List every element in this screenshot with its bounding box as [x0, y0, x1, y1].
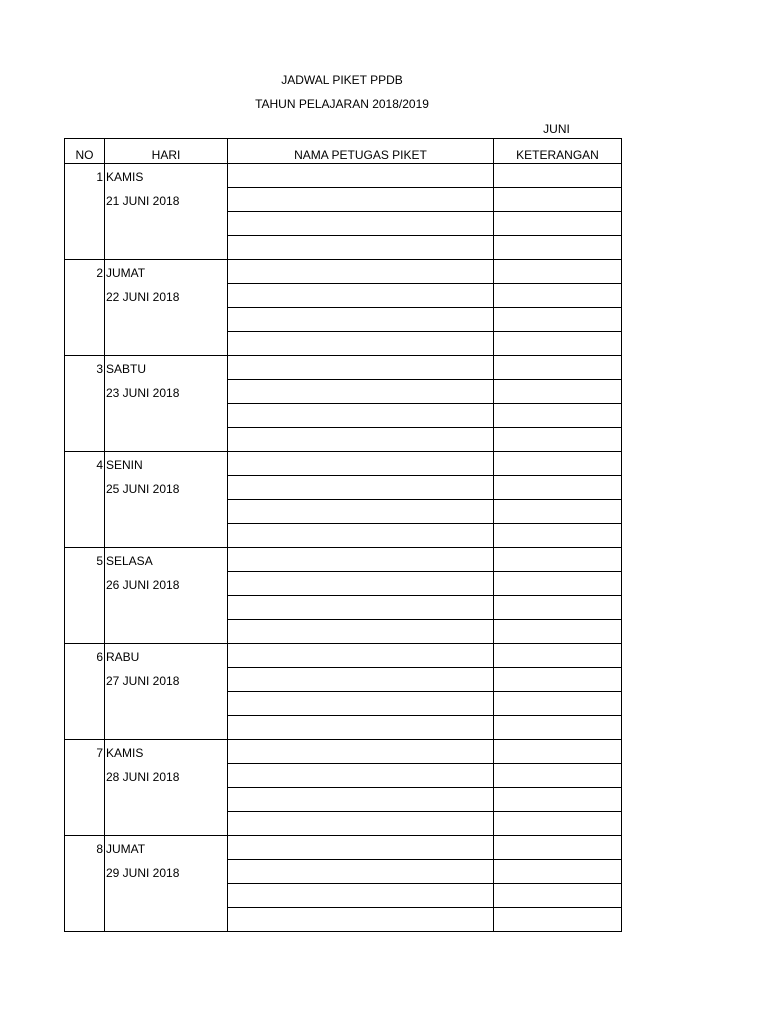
remarks-cell[interactable]: [494, 644, 622, 668]
remarks-cell[interactable]: [494, 452, 622, 476]
remarks-cell[interactable]: [494, 332, 622, 356]
remarks-cell[interactable]: [494, 284, 622, 308]
day-cell: [105, 356, 228, 452]
duty-schedule-table: [64, 138, 622, 932]
remarks-cell[interactable]: [494, 812, 622, 836]
officer-name-cell[interactable]: [228, 596, 494, 620]
day-cell: [105, 644, 228, 740]
officer-name-cell[interactable]: [228, 692, 494, 716]
remarks-cell[interactable]: [494, 356, 622, 380]
remarks-cell[interactable]: [494, 860, 622, 884]
row-number: 1: [65, 164, 105, 260]
row-number: 4: [65, 452, 105, 548]
day-cell: [105, 548, 228, 644]
month-label: JUNI: [543, 122, 570, 136]
officer-name-cell[interactable]: [228, 380, 494, 404]
remarks-cell[interactable]: [494, 548, 622, 572]
officer-name-cell[interactable]: [228, 668, 494, 692]
table-row: [65, 548, 622, 572]
officer-name-cell[interactable]: [228, 500, 494, 524]
header-nama-petugas: NAMA PETUGAS PIKET: [228, 139, 494, 164]
officer-name-cell[interactable]: [228, 788, 494, 812]
officer-name-cell[interactable]: [228, 404, 494, 428]
row-number: 8: [65, 836, 105, 932]
officer-name-cell[interactable]: [228, 548, 494, 572]
day-date: 27 JUNI 2018: [106, 674, 180, 688]
officer-name-cell[interactable]: [228, 884, 494, 908]
remarks-cell[interactable]: [494, 476, 622, 500]
remarks-cell[interactable]: [494, 524, 622, 548]
remarks-cell[interactable]: [494, 260, 622, 284]
day-date: 23 JUNI 2018: [106, 386, 180, 400]
officer-name-cell[interactable]: [228, 356, 494, 380]
remarks-cell[interactable]: [494, 308, 622, 332]
remarks-cell[interactable]: [494, 740, 622, 764]
table-body: [65, 164, 622, 932]
day-name: KAMIS: [106, 170, 144, 184]
remarks-cell[interactable]: [494, 380, 622, 404]
row-number: 5: [65, 548, 105, 644]
day-date: 22 JUNI 2018: [106, 290, 180, 304]
officer-name-cell[interactable]: [228, 812, 494, 836]
officer-name-cell[interactable]: [228, 212, 494, 236]
table-row: [65, 644, 622, 668]
officer-name-cell[interactable]: [228, 284, 494, 308]
remarks-cell[interactable]: [494, 212, 622, 236]
officer-name-cell[interactable]: [228, 860, 494, 884]
day-date: 25 JUNI 2018: [106, 482, 180, 496]
remarks-cell[interactable]: [494, 764, 622, 788]
day-cell: [105, 836, 228, 932]
table-row: [65, 452, 622, 476]
day-cell: [105, 260, 228, 356]
officer-name-cell[interactable]: [228, 836, 494, 860]
remarks-cell[interactable]: [494, 884, 622, 908]
row-number: 6: [65, 644, 105, 740]
remarks-cell[interactable]: [494, 788, 622, 812]
officer-name-cell[interactable]: [228, 572, 494, 596]
officer-name-cell[interactable]: [228, 332, 494, 356]
remarks-cell[interactable]: [494, 668, 622, 692]
day-name: KAMIS: [106, 746, 144, 760]
table-header-row: [65, 139, 622, 164]
officer-name-cell[interactable]: [228, 740, 494, 764]
table-row: [65, 836, 622, 860]
row-number: 7: [65, 740, 105, 836]
day-date: 26 JUNI 2018: [106, 578, 180, 592]
remarks-cell[interactable]: [494, 692, 622, 716]
remarks-cell[interactable]: [494, 836, 622, 860]
row-number: 2: [65, 260, 105, 356]
remarks-cell[interactable]: [494, 236, 622, 260]
officer-name-cell[interactable]: [228, 644, 494, 668]
day-date: 21 JUNI 2018: [106, 194, 180, 208]
officer-name-cell[interactable]: [228, 908, 494, 932]
day-name: JUMAT: [106, 266, 146, 280]
remarks-cell[interactable]: [494, 404, 622, 428]
officer-name-cell[interactable]: [228, 716, 494, 740]
remarks-cell[interactable]: [494, 188, 622, 212]
day-date: 28 JUNI 2018: [106, 770, 180, 784]
remarks-cell[interactable]: [494, 596, 622, 620]
table-row: [65, 356, 622, 380]
table-row: [65, 260, 622, 284]
officer-name-cell[interactable]: [228, 308, 494, 332]
remarks-cell[interactable]: [494, 908, 622, 932]
remarks-cell[interactable]: [494, 164, 622, 188]
officer-name-cell[interactable]: [228, 620, 494, 644]
remarks-cell[interactable]: [494, 620, 622, 644]
document-subtitle: TAHUN PELAJARAN 2018/2019: [255, 97, 429, 111]
remarks-cell[interactable]: [494, 428, 622, 452]
day-cell: [105, 452, 228, 548]
remarks-cell[interactable]: [494, 572, 622, 596]
day-name: SABTU: [106, 362, 147, 376]
remarks-cell[interactable]: [494, 716, 622, 740]
day-name: SENIN: [106, 458, 143, 472]
day-cell: [105, 740, 228, 836]
day-cell: [105, 164, 228, 260]
officer-name-cell[interactable]: [228, 452, 494, 476]
table-row: [65, 164, 622, 188]
day-name: JUMAT: [106, 842, 146, 856]
officer-name-cell[interactable]: [228, 476, 494, 500]
header-keterangan: KETERANGAN: [494, 139, 622, 164]
officer-name-cell[interactable]: [228, 188, 494, 212]
day-date: 29 JUNI 2018: [106, 866, 180, 880]
officer-name-cell[interactable]: [228, 236, 494, 260]
officer-name-cell[interactable]: [228, 164, 494, 188]
day-name: SELASA: [106, 554, 153, 568]
document-title: JADWAL PIKET PPDB: [281, 73, 403, 87]
officer-name-cell[interactable]: [228, 764, 494, 788]
officer-name-cell[interactable]: [228, 428, 494, 452]
header-no: NO: [65, 139, 105, 164]
header-hari: HARI: [105, 139, 228, 164]
remarks-cell[interactable]: [494, 500, 622, 524]
officer-name-cell[interactable]: [228, 260, 494, 284]
row-number: 3: [65, 356, 105, 452]
table-row: [65, 740, 622, 764]
day-name: RABU: [106, 650, 140, 664]
officer-name-cell[interactable]: [228, 524, 494, 548]
